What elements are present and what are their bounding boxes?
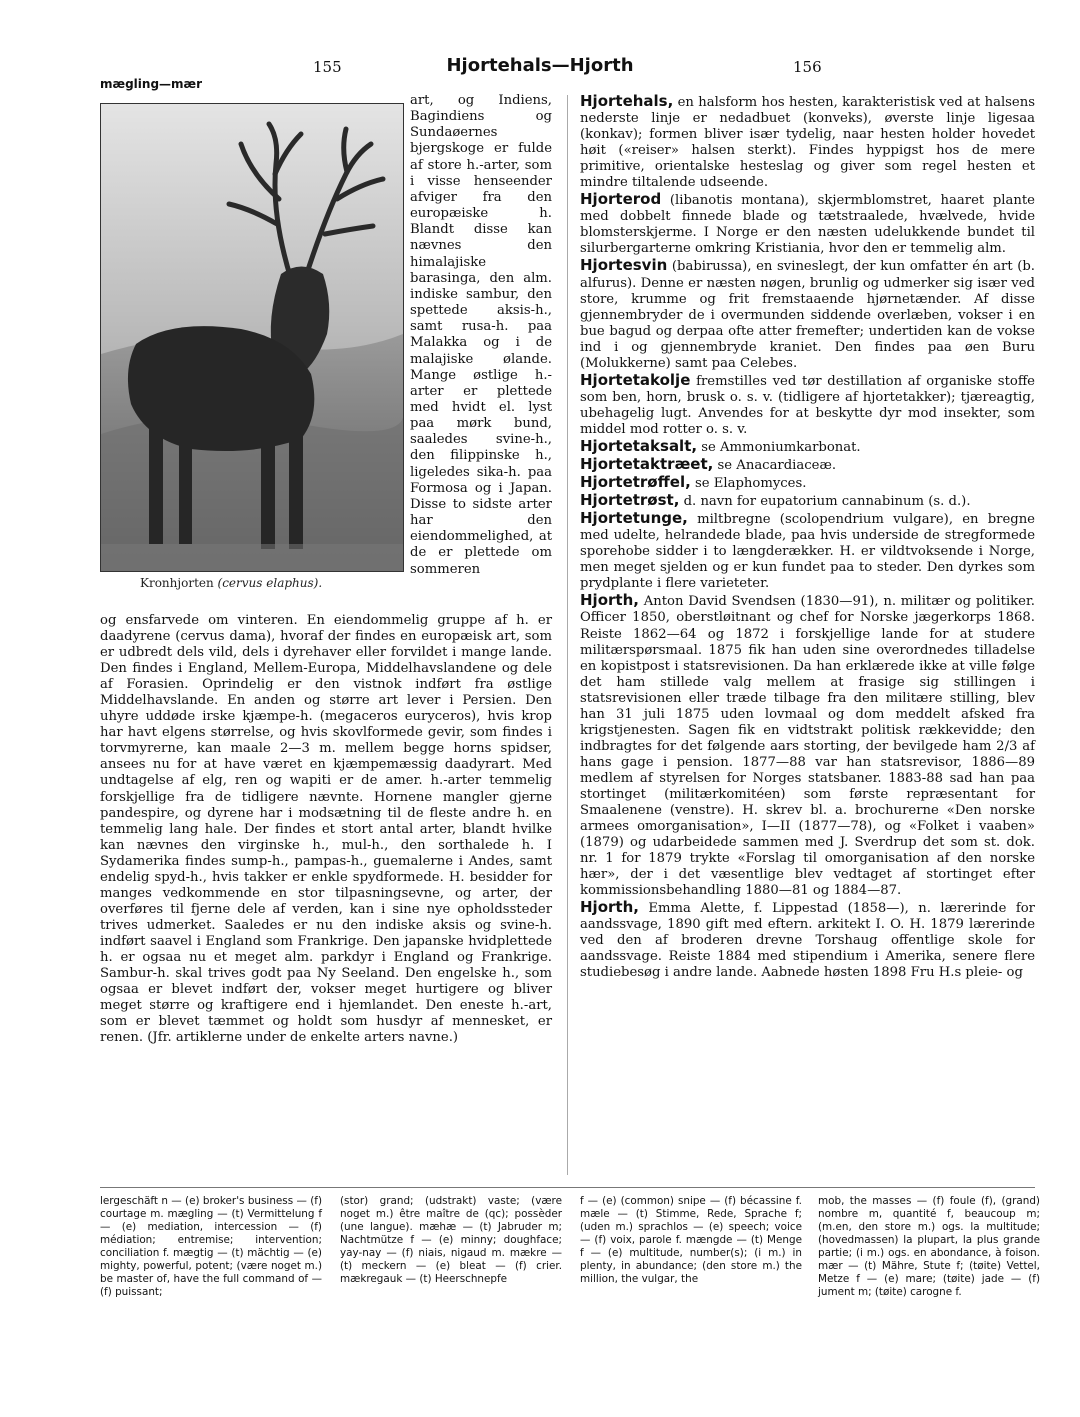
glossary-column-1: lergeschäft n — (e) broker's business — (f) courtage m. mægling — (t) Vermittelung f — (e) mediation, intercession — (f) médiation; entremise; intervention; conciliation f. mægtig — (t) mächtig — (e) mighty, powerful, potent; (være noget m.) be master of, have the full command of — (f) puissant; [100,1195,322,1298]
glossary-column-3: f — (e) (common) snipe — (f) bécassine f. mæle — (t) Stimme, Rede, Sprache f; (uden m.) sprachlos — (e) speech; voice — (f) voix, parole f. mængde — (t) Menge f — (e) multitude, number(s); (i m.) in plenty, in abundance; (den store m.) the million, the vulgar, the [580,1195,802,1285]
photo-caption: Kronhjorten (cervus elaphus). [140,576,323,590]
entry-hjortetaksalt: Hjortetaksalt, se Ammoniumkarbonat. [580,436,861,455]
left-page-number: 155 [313,58,342,76]
red-deer-illustration [101,104,403,571]
entry-hjortesvin: Hjortesvin (babirussa), en svineslegt, der kun omfatter én art (b. alfurus). Denne er næsten nøgen, brunlig og udmerker sig især ved store, krumme og frit fremstaaende hjørnetænder. Af disse gjennembryder de i overmunden siddende overlæben, vokser i en bue bagud og derpaa ofte atter fremefter; undertiden kan de vokse ind i og gjennembryde kraniet. Den findes paa øen Buru (Molukkerne) samt paa Celebes. [580,256,1035,371]
narrow-text-block: art, og Indiens, Bagindiens og Sundaøernes bjergskoge er fulde af store h.-arter, som i visse henseender afviger fra den europæiske h. Blandt disse kan nævnes den himalajiske barasinga, den alm. indiske sambur, den spettede aksis-h., samt rusa-h. paa Malakka og i de malajiske ølande. Mange østlige h.-arter er plettede med hvidt el. lyst paa mørk bund, saaledes svine-h., den filippinske h., ligeledes sika-h. paa Formosa og i Japan. Disse to sidste arter har den eiendommelighed, at de er plettede om sommeren [410,93,552,577]
entry-hjorth-emma: Hjorth, Emma Alette, f. Lippestad (1858—), n. lærerinde for aandssvage, 1890 gift med eftern. arkitekt I. O. H. 1879 lærerinde ved den af broderen drevne Torshaug offentlige skole for aandssvage. Reiste 1884 med stipendium i Amerika, senere flere studiebesøg i andre lande. Aabnede høsten 1898 Fru H.s pleie- og [580,898,1035,981]
entry-hjortetunge: Hjortetunge, miltbregne (scolopendrium vulgare), en bregne med udelte, helrandede blade, paa hvis underside de stregformede sporehobe sidder i to længderækker. H. er vildtvoksende i Norge, men meget sjelden og er kun fundet paa to steder. Den dyrkes som prydplante i flere varieteter. [580,509,1035,592]
right-page-number: 156 [793,58,822,76]
column-divider [567,95,568,1175]
full-width-text-block: og ensfarvede om vinteren. En eiendommelig gruppe af h. er daadyrene (cervus dama), hvoraf der findes en europæisk art, som er udbredt dels vild, dels i dyrehaver eller forvildet i mange lande. Den findes i England, Mellem-Europa, Middelhavslandene og dele af Forasien. Oprindelig er den vistnok indført fra østlige Middelhavslande. En anden og større art lever i Persien. Den uhyre uddøde irske kjæmpe-h. (megaceros euryceros), hvis krop har havt elgens størrelse, og hvis skovlformede gevir, som findes i torvmyrerne, kan maale 2—3 m. mellem begge horns spidser, ansees nu for at have været en kjæmpemæssig daadyrart. Med undtagelse af elg, ren og wapiti er de amer. h.-arter temmelig forskjellige fra de tidligere nævnte. Hornene mangler gjerne pandespire, og dyrene har i modsætning til de fleste andre h. en temmelig lang hale. Der findes et stort antal arter, blandt hvilke kan nævnes den virginske h., mul-h., den sorthalede h. I Sydamerika findes sump-h., pampas-h., guemalerne i Andes, samt endelig spyd-h., hvis takker er enkle spydformede. H. besidder for manges vedkommende en stor tilpasningsevne, og arter, der overføres til fjerne dele af verden, kan i sine nye opholdssteder trives udmerket. Saaledes er nu den indiske aksis og svine-h. indført saavel i England som Frankrige. Den japanske hvidplettede h. er ogsaa nu et meget alm. parkdyr i England og Frankrige. Sambur-h. skal trives godt paa Ny Seeland. Den engelske h., som ogsaa er blevet indført der, vokser meget hurtigere og bliver meget større og kraftigere end i hjemlandet. Den eneste h.-art, som er blevet tæmmet og holdt som husdyr af mennesket, er renen. (Jfr. artiklerne under de enkelte arters navne.) [100,613,552,1046]
red-deer-photo [100,103,404,572]
entry-hjorterod: Hjorterod (libanotis montana), skjermblomstret, haaret plante med dobbelt finnede blade og tætstraalede, hvælvede, hvide blomsterskjerme. I Norge er den næsten udelukkende bundet til silurbergarterne omkring Kristiania, hvor den er temmelig alm. [580,190,1035,257]
entry-hjortetroest: Hjortetrøst, d. navn for eupatorium cannabinum (s. d.). [580,491,971,510]
entry-hjortetakolje: Hjortetakolje fremstilles ved tør destillation af organiske stoffe som ben, horn, brusk o. s. v. (tidligere af hjortetakker); tjæreagtig, ubehagelig lugt. Anvendes for at beskytte dyr mod insekter, som middel mod rotter o. s. v. [580,370,1035,437]
glossary-divider [100,1187,1035,1188]
entry-hjortehals: Hjortehals, en halsform hos hesten, karakteristisk ved at halsens nederste linje er nedadbuet (konveks), øverste linje ligesaa (konkav); formen bliver især tydelig, naar hesten holder hovedet høit («reiser» halsen sterkt). Findes hyppigst hos de mere primitive, orientalske hesteslag og giver som regel hesten et mindre tiltalende udseende. [580,92,1035,191]
right-column [580,93,1035,982]
glossary-column-2: (stor) grand; (udstrakt) vaste; (være noget m.) être maître de (qc); possèder (une langue). mæhæ — (t) Jabruder m; Nachtmütze f — (e) minny; doughface; yay-nay — (f) niais, nigaud m. mækre — (t) meckern — (e) bleat — (f) crier. mækregauk — (t) Heerschnepfe [340,1195,562,1285]
entry-hjortetaktraeet: Hjortetaktræet, se Anacardiaceæ. [580,455,837,474]
left-column [100,93,552,1173]
entry-hjortetroeffel: Hjortetrøffel, se Elaphomyces. [580,473,807,492]
glossary-column-4: mob, the masses — (f) foule (f), (grand) nombre m, quantité f, beaucoup m; (m.en, den store m.) ogs. la multitude; (hovedmassen) la plupart, la plus grande partie; (i m.) ogs. en abondance, à foison. mær — (t) Mähre, Stute f; (tøite) Vettel, Metze f — (e) mare; (tøite) jade — (f) jument m; (tøite) carogne f. [818,1195,1040,1298]
entry-hjorth-anton: Hjorth, Anton David Svendsen (1830—91), n. militær og politiker. Officer 1850, oberstløitnant og chef for Norske jægerkorps 1868. Reiste 1862—64 og 1872 i forskjellige lande for at studere militærspørsmaal. 1875 fik han uden sine overordnedes tilladelse en kopistpost i statsrevisionen. Da han erklærede ikke at ville følge det ham stillede valg mellem at frasige sig stillingen i statsrevisionen eller træde tilbage fra den militære stilling, blev han 31 juli 1875 uden lovmaal og dom meddelt afsked fra krigstjenesten. Sagen fik en vidtstrakt politisk rækkevidde; den indbragtes for det følgende aars storting, der bevilgede ham 2/3 af hans gage i pension. 1877—88 var han statsrevisor, 1886—89 medlem af styrelsen for Norges statsbaner. 1883-88 sad han paa stortinget (militærkomitéen) som første repræsentant for Smaalenene (venstre). H. skrev bl. a. brochurerne «Den norske armees omorganisation», I—II (1877—78), og «Folket i vaaben» (1879) og udarbeidede sammen med J. Sverdrup det som st. dok. nr. 1 for 1879 trykte «Forslag til omorganisation af den norske hær», der i det væsentlige blev vedtaget af stortinget efter kommissionsbehandling 1880—81 og 1884—87. [580,591,1035,899]
guide-words: mægling—mær [100,77,203,91]
page-header-title: Hjortehals—Hjorth [446,55,634,76]
